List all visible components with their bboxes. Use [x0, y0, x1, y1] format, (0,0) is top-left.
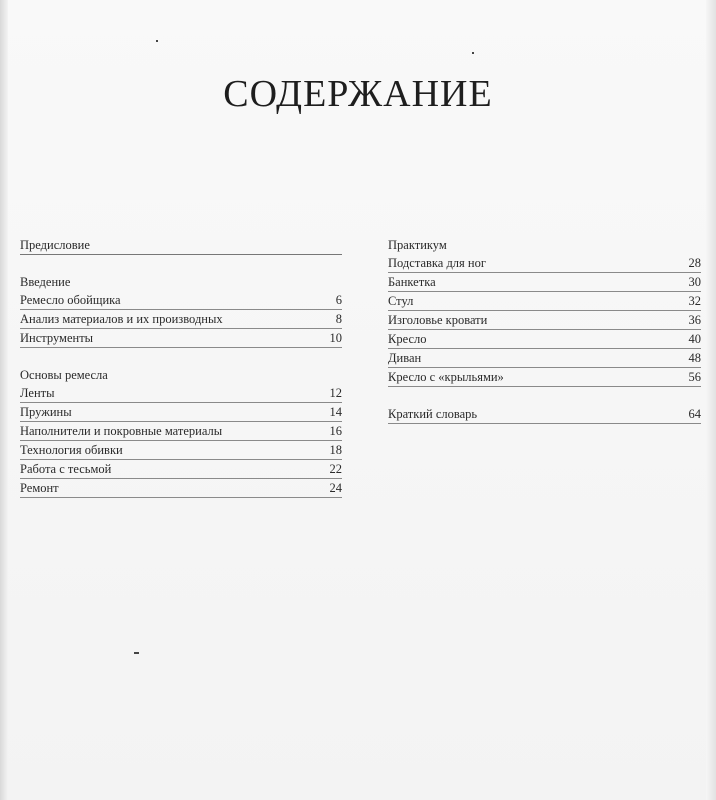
toc-entry-label: Изголовье кровати — [388, 313, 488, 327]
toc-entry-label: Работа с тесьмой — [20, 462, 112, 476]
toc-entry[interactable] — [20, 329, 342, 348]
toc-entry-label: Стул — [388, 294, 414, 308]
toc-entry[interactable] — [388, 405, 701, 424]
toc-entry[interactable] — [388, 330, 701, 349]
toc-entry-label: Инструменты — [20, 331, 94, 345]
toc-entry-label: Пружины — [20, 405, 72, 419]
toc-entry-page: 8 — [335, 312, 342, 326]
toc-section-preface — [20, 236, 342, 255]
toc-section-heading: Основы ремесла — [20, 368, 108, 382]
toc-entry-page: 40 — [688, 332, 701, 346]
toc-entry-label: Банкетка — [388, 275, 436, 289]
toc-entry[interactable] — [388, 311, 701, 330]
toc-section-heading[interactable]: Предисловие — [20, 236, 342, 255]
page-edge-right — [706, 0, 716, 800]
toc-section-glossary — [388, 405, 701, 424]
toc-entry[interactable] — [20, 422, 342, 441]
toc-entry-page: 28 — [688, 256, 701, 270]
toc-section-heading: Практикум — [388, 238, 447, 252]
scan-speck — [472, 52, 474, 54]
scan-speck — [156, 40, 158, 42]
toc-entry[interactable] — [388, 349, 701, 368]
toc-entry-label: Подставка для ног — [388, 256, 486, 270]
toc-entry[interactable] — [388, 368, 701, 387]
toc-entry-label: Кресло — [388, 332, 427, 346]
toc-entry-page: 24 — [329, 481, 342, 495]
toc-entry[interactable] — [388, 254, 701, 273]
toc-entry-label: Кресло с «крыльями» — [388, 370, 504, 384]
toc-section-heading: Введение — [20, 275, 71, 289]
toc-entry-page: 18 — [329, 443, 342, 457]
toc-entry-label: Анализ материалов и их производных — [20, 312, 223, 326]
toc-entry[interactable] — [20, 310, 342, 329]
toc-entry-page: 30 — [688, 275, 701, 289]
toc-entry[interactable] — [20, 384, 342, 403]
page-title: СОДЕРЖАНИЕ — [223, 73, 493, 115]
toc-entry[interactable] — [20, 460, 342, 479]
toc-entry-page: 12 — [329, 386, 342, 400]
toc-section-practice — [388, 236, 701, 387]
toc-entry-page: 14 — [329, 405, 342, 419]
toc-entry-label: Диван — [388, 351, 422, 365]
toc-entry-label: Ремесло обойщика — [20, 293, 121, 307]
toc-entry-label: Ремонт — [20, 481, 59, 495]
toc-entry-page: 64 — [688, 407, 701, 421]
toc-entry-page: 22 — [329, 462, 342, 476]
toc-entry-label: Краткий словарь — [388, 407, 478, 421]
toc-entry-page: 36 — [688, 313, 701, 327]
toc-entry[interactable] — [20, 291, 342, 310]
toc-entry-label: Ленты — [20, 386, 55, 400]
toc-left-column — [20, 236, 342, 516]
toc-entry-label: Технология обивки — [20, 443, 123, 457]
toc-entry[interactable] — [388, 292, 701, 311]
toc-entry-page: 10 — [329, 331, 342, 345]
toc-right-column — [388, 236, 701, 442]
toc-entry-page: 56 — [688, 370, 701, 384]
toc-entry-page: 16 — [329, 424, 342, 438]
scan-speck — [134, 652, 139, 654]
toc-entry-page: 32 — [688, 294, 701, 308]
toc-entry-page: 6 — [335, 293, 342, 307]
toc-entry[interactable] — [388, 273, 701, 292]
toc-entry-page: 48 — [688, 351, 701, 365]
toc-entry[interactable] — [20, 441, 342, 460]
toc-entry[interactable] — [20, 403, 342, 422]
toc-entry-label: Наполнители и покровные материалы — [20, 424, 223, 438]
page-edge-left — [0, 0, 8, 800]
toc-section-basics — [20, 366, 342, 498]
toc-entry[interactable] — [20, 479, 342, 498]
toc-section-intro — [20, 273, 342, 348]
